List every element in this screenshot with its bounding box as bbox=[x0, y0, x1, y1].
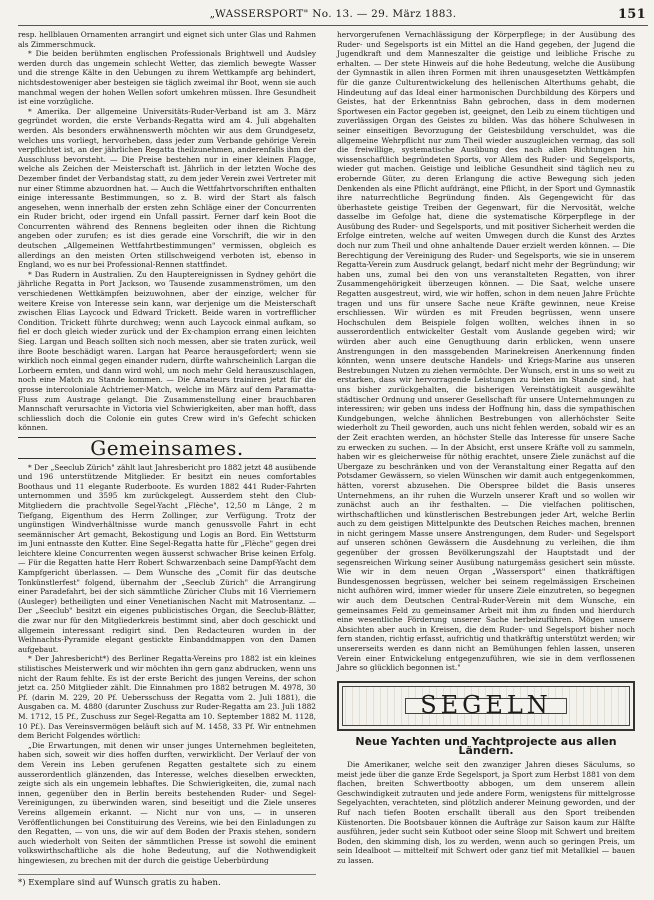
header-rule bbox=[18, 25, 648, 26]
paragraph: resp. hellblauen Ornamenten arrangirt und eignet sich unter Glas und Rahmen als Zimmerschmuck. bbox=[18, 30, 316, 49]
footnote: *) Exemplare sind auf Wunsch gratis zu haben. bbox=[18, 874, 316, 888]
article-subtitle: Neue Yachten und Yachtprojecte aus allen Ländern. bbox=[355, 734, 617, 758]
paragraph: hervorgerufenen Vernachlässigung der Körperpflege; in der Ausübung des Ruder- und Segelsports ist ein Mittel an die Hand gegeben, der Jugend die Jugendkraft und dem Manneszalter die geistige und leibliche Frische zu erhalten. — Der stete Hinweis auf die hohe Bedeutung, welche die Ausübung der Gymnastik in allen ihren Formen mit ihren unausgesetzten Wettkämpfen für die ganze Culturentwickelung des hellenischen Alterthums gehabt, die Hindeutung auf das Ideal einer harmonischen Durchbildung des Körpers und Geistes, hat der Erkenntniss Bahn gebrochen, dass in dem modernen Sportwesen ein Factor gegeben ist, geeignet, den Leib zu einem tüchtigen und zuverlässigen Organ des Geistes zu bilden. Was das höhere Schulwesen in seiner einseitigen Bevorzugung der Geistesbildung verschuldet, was die allgemeine Wehrpflicht nur zum Theil wieder auszugleichen vermag, das soll die freiwillige, systematische Ausübung des nach allen Richtungen hin wissenschaftlich begründeten Sports, vor Allem des Ruder- und Segelsports, wieder gut machen. Geistige und leibliche Gesundheit sind täglich neu zu erobernde Güter, zu deren Erlangung die active Bewegung sich jeden Denkenden als eine Pflicht aufdrängt, eine Pflicht, in der Sport und Gymnastik ihre naturrechtliche Begründung finden. Als Gegengewicht für das überhastete geistige Treiben der Gegenwart, für die Nervosität, welche dasselbe im Gefolge hat, diene die systematische Körperpflege in der Ausübung des Ruder- und Segelsports, und mit positiver Sicherheit werden die Erfolge eintreten, welche auf weiten Umwegen durch die Kunst des Arztes doch nur zum Theil und ohne anhaltende Dauer erzielt werden können. — Die Berechtigung der Vereinigung des Ruder- und Segelsports, wie sie in unserem Regatta-Verein zum Ausdruck gelangt, bedarf nicht mehr der Begründung; wir haben uns, zumal bei den von uns veranstalteten Regatten, von ihrer Zusammengehörigkeit überzeugen können. — Die Saat, welche unsere Regatten ausgestreut, wird, wie wir hoffen, schon in dem neuen Jahre Früchte tragen und uns für unsere Sache neue Kräfte gewinnen, neue Kreise erschliessen. Wir würden es mit Freuden begrüssen, wenn unsere Hochschulen dem Beispiele folgen wollten, welches ihnen in so ausserordentlich entwickelter Gestalt vom Auslande gegeben wird; wir würden aber auch eine Genugthuung darin erblicken, wenn unsere Anstrengungen in den massgebenden Marinekreisen Anerkennung finden könnten, wenn unsere deutsche Handels- und Kriegs-Marine aus unseren Bestrebungen Nutzen zu ziehen vermöchte. Der Wunsch, erst in uns so weit zu erstarken, dass wir hervorragende Leistungen zu bieten im Stande sind, hat uns bisher zurückgehalten, die bisherigen Vereinstätigkeit ausgewählte städtischer Ordnung und unserer Gesellschaft für unsere Unternehmungen zu interessiren; wir geben uns indess der Hoffnung hin, dass die sympathischen Kundgebungen, welche ähnlichen Bestrebungen von allerhöchster Seite wiederholt zu Theil geworden, auch uns nicht fehlen werden, sobald wir es an der Zeit erachten werden, an höchster Stelle das Interesse für unsere Sache zu erwecken zu suchen. — In der Absicht, erst unsere Kräfte voll zu sammeln, haben wir es gleicherweise für nöthig erachtet, unsere Ziele zunächst auf die Ubergaze zu beschränken und von der Veranstaltung einer Regatta auf den Potsdamer Gewässern, so vielen Wünschen wir damit auch entgegenkommen, hätten, vorerst abzusehen. Die Oberspree bildet die Basis unseres Unternehmens, an ihr ruhen die Wurzeln unserer Kraft und so wollen wir zunächst auch an ihr festhalten. — Die vielfachen politischen, wirthschaftlichen und künstlerischen Bestrebungen jeder Art, welche Berlin auch zu dem geistigen Mittelpunkte des Deutschen Reiches machen, brennen in nicht geringem Masse unsere Anstrengungen, dem Ruder- und Segelsport auf unseren schönen Gewässern die Ausdehnung zu verleihen, die ihm gegenüber der grossen Bevölkerungszahl der Hauptstadt und der segensreichen Wirkung seiner Ausübung naturgemäss gesichert sein müsste. Wie wir in dem neuen Organ „Wassersport" einen thatkräftigen Bundesgenossen begrüssen, welcher bei seinem regelmässigen Erscheinen nicht aufhören wird, immer wieder für unsere Ziele einzutreten, so begegnen wir auch dem Deutschen Central-Ruder-Verein mit dem Wunsche, ein gemeinsames Feld zu gemeinsamer Arbeit mit ihm zu finden und hierdurch eine wesentliche Förderung unserer Sache herbeizuführen. Mögen unsere Absichten aber auch in Kreisen, die dem Ruder- und Segelsport bisher noch fern standen, richtig erfasst, aufrichtig und thatkräftig unterstützt werden; wir unsererseits werden es dann nicht an Bemühungen fehlen lassen, unseren Verein einer Entwickelung entgegenzuführen, wie sie in dem verflossenen Jahre so glücklich begonnen ist." bbox=[337, 30, 635, 673]
segeln-banner bbox=[337, 681, 635, 731]
paragraph: * Die beiden berühmten englischen Professionals Brightwell und Audsley werden durch das ungemein schlecht Wetter, das ziemlich bewegte Wasser und die strenge Kälte in den Uebungen zu ihrem Wettkampfe arg behindert, nichtsdestoweniger aber besteigen sie täglich zweimal ihr Boot, wenn sie auch manchmal wegen der hohen Wellen sofort umkehren müssen. Ihre Gesundheit ist eine vorzügliche. bbox=[18, 49, 316, 107]
page-number: 151 bbox=[617, 7, 646, 22]
banner-title: SEGELN bbox=[405, 698, 567, 714]
paragraph: * Der Jahresbericht*) des Berliner Regatta-Vereins pro 1882 ist ein kleines stilistisches Meisterwerk und wir möchten ihn gern ganz abdrucken, wenn uns nicht der Raum fehlte. Es ist der erste Bericht des jungen Vereins, der schon jetzt ca. 250 Mitglieder zählt. Die Einnahmen pro 1882 betrugen M. 4978, 30 Pf. (darin M. 229, 20 Pf. Uebersschuss der Regatta vom 2. Juli 1881), die Ausgaben ca. M. 4880 (darunter Zuschuss zur Ruder-Regatta am 23. Juli 1882 M. 1712, 15 Pf., Zuschuss zur Segel-Regatta am 10. September 1882 M. 1128, 10 Pf.). Das Vereinsvermögen beläuft sich auf M. 1458, 33 Pf. Wir entnehmen dem Bericht Folgendes wörtlich: bbox=[18, 654, 316, 741]
left-column bbox=[18, 30, 316, 865]
section-title-gemeinsames: Gemeinsames. bbox=[90, 435, 244, 460]
paragraph: „Die Erwartungen, mit denen wir unser junges Unternehmen begleiteten, haben sich, soweit wir dies hoffen durften, verwirklicht. Der Verlauf der von dem Verein ins Leben gerufenen Regatten gestaltete sich zu einem ausserordentlich glänzenden, das Interesse, welches dieselben erweckten, zeigte sich als ein ungemein lebhaftes. Die Schwierigkeiten, die, zumal nach innen, gegenüber den in Berlin bereits bestehenden Ruder- und Segel-Vereinigungen, zu überwinden waren, sind beseitigt und die Ziele unseres Vereins allgemein erkannt. — Nicht nur von uns, — in unseren Veröffentlichungen bei Constituirung des Vereins, wie bei den Einladungen zu den Regatten, — von uns, die wir auf dem Boden der Praxis stehen, sondern auch wiederholt von Seiten der sämmtlichen Presse ist sowohl die eminent volkswirthschaftliche als die hohe Bedeutung, auf die Nothwendigkeit hingewiesen, zu brechen mit der durch die geistige Ueberbürdung bbox=[18, 740, 316, 865]
running-title: „WASSERSPORT" No. 13. — 29. März 1883. bbox=[209, 8, 457, 20]
paragraph: * Der „Seeclub Zürich" zählt laut Jahresbericht pro 1882 jetzt 48 ausübende und 196 unterstützende Mitglieder. Er besitzt ein neues comfortables Boothaus und 11 elegante Ruderboote. Es wurden 1882 441 Ruder-Fahrten unternommen und 3595 km zurückgelegt. Ausserdem steht den Club-Mitgliedern die prachtvolle Segel-Yacht „Flèche", 12,50 m Länge, 2 m Tiefgang, Eigenthum des Herrn Zollinger, zur Verfügung. Trotz der ungünstigen Windverhältnisse wurde manch genussvolle Fahrt in echt seemännischer Art gemacht, Bekostigung und Logis an Bord. Ein Wettsturm im Juni entnasste den Kutter. Eine Segel-Regatta hatte für „Flèche" gegen drei leichtere kleine Concurrenten wegen äusserst schwacher Brise keinen Erfolg. — Für die Regatten hatte Herr Robert Schwarzenbach seine Dampf-Yacht dem Kampfgericht überlassen. — Dem Wunsche des „Comit für das deutsche Tonkünstlerfest" folgend, übernahm der „Seeclub Zürich" die Arrangirung einer Paradefahrt, bei der sich sämmtliche Züricher Clubs mit 16 Vierriemern (Ausleger) betheiligten und einer Venetianischen Nacht mit Matrosentanz. — Der „Seeclub" besitzt ein eigenes publicistisches Organ, die Seeclub-Blätter, die zwar nur für den Mitgliederkreis bestimmt sind, aber doch geschickt und allgemein interessant redigirt sind. Den Redacteuren wurden in der Weihnachts-Pyramide elegant gestickte Einbanddmappen von den Damen aufgebaut. bbox=[18, 462, 316, 654]
page-header bbox=[18, 8, 648, 24]
right-column bbox=[337, 30, 635, 866]
paragraph: * Das Rudern in Australien. Zu den Hauptereignissen in Sydney gehört die jährliche Regatta in Port Jackson, wo Tausende zusammenströmen, um den verschiedenen Wettkämpfen beizuwohnen, aber der einzige, welcher für weitere Kreise von Interesse sein kann, war derjenige um die Meisterschaft zwischen Elias Laycock und Edward Trickett. Beide waren in vortrefflicher Condition. Trickett führte durchweg; wenn auch Laycock einmal aufkam, so fiel er doch gleich wieder zurück und der Ex-champion errang einen leichten Sieg. Largan und Beach sollten sich noch messen, aber sie traten zurück, weil ihre Boote beschädigt waren. Largan hat Pearce herausgefordert; wenn sie wirklich noch einmal gegen einander rudern, dürfte wahrscheinlich Largan die Lorbeern ernten, und dann wird wohl, um noch mehr Geld herauszuschlagen, noch eine Match zu Stande kommen. — Die Amateurs trainiren jetzt für die grosse intercoloniale Achtriemer-Match, welche im März auf dem Paramatta-Fluss zum Austrage gelangt. Die Zusammenstellung einer brauchbaren Mannschaft verursachte in Victoria viel Schwierigkeiten, aber man hofft, dass schliesslich doch die Colonie ein gutes Crew wird in's Gefecht schicken können. bbox=[18, 269, 316, 433]
paragraph: Die Amerikaner, welche seit den zwanziger Jahren dieses Säculums, so meist jede über die ganze Erde Segelsport, ja Sport zum Herbst 1881 von dem flachen, breiten Schwertbootty abbogen, um dem unserem allein Geschwindigkeit zutrauten und jede andere Form, wenigstens für mittelgrosse Segelyachten, verachteten, sind plötzlich anderer Meinung geworden, und der Ruf nach tiefen Booten erschallt überall aus den Sport treibenden Küstenorten. Die Bootsbauer können die Aufträge zur Saison kaum zur Hälfte ausführen, jeder sucht sein Kutboot oder seine Sloop mit Schwert und breitem Boden, den skimming dish, los zu werden, wenn auch so geringen Preis, um sein Idealboot — mittelteif mit Schwert oder ganz tief mit Metallkiel — bauen zu lassen. bbox=[337, 759, 635, 865]
paragraph: * Amerika. Der allgemeine Universitäts-Ruder-Verband ist am 3. März gegründet worden, die erste Verbands-Regatta wird am 4. Juli abgehalten werden. Als besonders erwähnenswerth möchten wir aus dem Grundgesetz, welches uns vorliegt, hervorheben, dass jeder zum Verbande gehörige Verein verpflichtet ist, an der jährlichen Regatta theilzunehmen, anderenfalls ihm der Ausschluss bevorsteht. — Die Preise bestehen nur in einer kleinen Flagge, welche als Zeichen der Meisterschaft ist. Jährlich in der letzten Woche des Dezember findet der Verbandstag statt, zu dem jeder Verein zwei Vertreter mit nur einer Stimme abzuordnen hat. — Auch die Wettfahrtvorschriften enthalten einige interessante Bestimmungen, so z. B. wird der Start als falsch angesehen, wenn innerhalb der ersten zehn Schläge einer der Concurrenten ein Ruder bricht, oder irgend ein Unfall passirt. Ferner darf kein Boot die Concurrenten während des Rennens begleiten oder ihnen die Richtung angeben oder zurufen; es ist dies gerade eine Vorschrift, die wir in den deutschen „Allgemeinen Wettfahrtbestimmungen" vermissen, obgleich es allerdings an den meisten Orten stillschweigend verboten ist, ebenso in England, wo es nur bei Professional-Rennen stattfindet. bbox=[18, 106, 316, 270]
